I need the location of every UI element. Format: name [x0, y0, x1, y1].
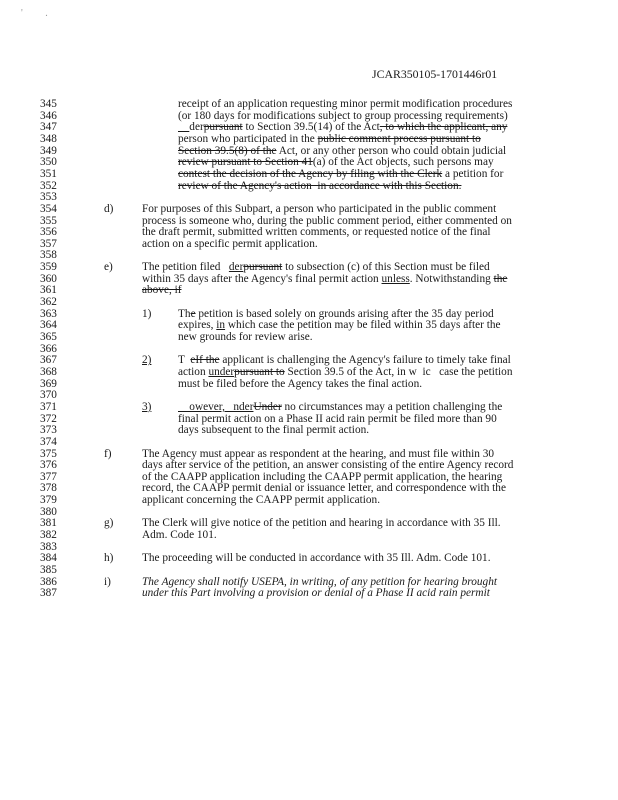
- item-label: 3): [142, 400, 152, 413]
- line-number: 375: [40, 447, 57, 460]
- line-number: 349: [40, 144, 57, 157]
- document-id: JCAR350105-1701446r01: [372, 67, 498, 81]
- line-number: 376: [40, 459, 57, 472]
- text-segment: of the CAAPP application including the CAAPP permit application, the hearing: [142, 470, 503, 483]
- item-label: d): [104, 202, 114, 215]
- text-segment: (a) of the Act objects, such persons may: [312, 156, 494, 169]
- line-number: 371: [40, 400, 57, 413]
- line-number: 378: [40, 482, 57, 495]
- line-number: 355: [40, 214, 57, 227]
- text-segment: record, the CAAPP permit denial or issuance letter, and correspondence with the: [142, 482, 506, 495]
- deleted-text: public comment process pursuant to: [317, 132, 481, 145]
- deleted-text: pursuant: [243, 261, 283, 274]
- line-number: 369: [40, 377, 57, 390]
- deleted-text: review pursuant to Section 41: [178, 156, 313, 169]
- line-number: 350: [40, 156, 57, 169]
- inserted-text: [178, 121, 189, 133]
- line-number: 380: [40, 505, 57, 518]
- item-label: 2): [142, 354, 152, 367]
- line-number: 352: [40, 179, 57, 192]
- text-segment: days subsequent to the final permit action.: [178, 424, 370, 437]
- line-number: 372: [40, 412, 57, 425]
- text-segment: Adm. Code 101.: [142, 529, 217, 542]
- line-number: 385: [40, 564, 57, 576]
- item-label: g): [104, 517, 114, 530]
- text-segment: to subsection (c) of this Section must be filed: [282, 261, 490, 274]
- inserted-text: der: [228, 261, 244, 274]
- item-label: f): [104, 447, 112, 460]
- text-segment: T: [178, 354, 191, 367]
- line-number: 363: [40, 307, 57, 320]
- line-number: 360: [40, 272, 57, 285]
- text-segment: The Agency must appear as respondent at the hearing, and must file within 30: [142, 447, 494, 460]
- text-segment: The Clerk will give notice of the petition and hearing in accordance with 35 Ill.: [142, 517, 501, 530]
- deleted-text: review of the Agency's action in accordance with this Section.: [178, 179, 462, 192]
- line-number: 367: [40, 354, 57, 367]
- text-segment: within 35 days after the Agency's final permit action: [142, 272, 382, 285]
- line-number: 362: [40, 296, 57, 309]
- text-segment: new grounds for review arise.: [178, 331, 313, 343]
- inserted-text: under: [208, 365, 235, 378]
- line-number: 357: [40, 237, 57, 250]
- line-number: 366: [40, 342, 57, 355]
- text-segment: action on a specific permit application.: [142, 237, 318, 250]
- text-segment: The proceeding will be conducted in accordance with 35 Ill. Adm. Code 101.: [142, 552, 491, 565]
- line-number: 354: [40, 202, 57, 215]
- line-number: 358: [40, 249, 57, 262]
- line-number: 379: [40, 494, 57, 507]
- line-number: 364: [40, 319, 57, 332]
- text-segment: (or 180 days for modifications subject to group processing requirements): [178, 109, 508, 122]
- line-number: 383: [40, 540, 57, 553]
- text-segment: Act, or any other person who could obtain judicial: [276, 144, 507, 157]
- text-segment: person who participated in the: [178, 132, 318, 145]
- deleted-text: pursuant: [203, 121, 243, 134]
- inserted-text: in: [216, 319, 226, 332]
- line-number: 347: [40, 121, 57, 134]
- text-segment: The petition filed: [142, 261, 229, 274]
- text-segment: petition is based solely on grounds arising after the 35 day period: [195, 307, 494, 320]
- text-segment: must be filed before the Agency takes the final action.: [178, 377, 423, 390]
- text-segment: Th: [178, 307, 191, 320]
- text-segment: days after service of the petition, an answer consisting of the entire Agency record: [142, 459, 514, 472]
- line-number: 359: [40, 261, 57, 274]
- line-number: 361: [40, 284, 57, 297]
- text-segment: to Section 39.5(14) of the Act: [242, 121, 380, 134]
- line-number: 374: [40, 435, 57, 448]
- deleted-text: the: [493, 272, 508, 285]
- text-segment: which case the petition may be filed within 35 days after the: [225, 319, 501, 332]
- line-number: 353: [40, 191, 57, 204]
- text-segment: under this Part involving a provision or denial of a Phase II acid rain permit: [142, 587, 490, 600]
- line-number: 348: [40, 132, 57, 145]
- line-number: 351: [40, 167, 57, 180]
- text-segment: der: [189, 121, 204, 134]
- deleted-text: Under: [253, 400, 282, 413]
- line-number: 373: [40, 424, 57, 437]
- text-segment: . Notwithstanding: [409, 272, 494, 285]
- line-number: 387: [40, 587, 57, 600]
- text-segment: no circumstances may a petition challenging the: [281, 400, 503, 413]
- corner-mark: ' .: [21, 8, 58, 19]
- deleted-text: , to which the applicant, any: [379, 121, 508, 134]
- text-segment: Section 39.5 of the Act, in w ic case the petition: [284, 365, 513, 378]
- item-label: i): [104, 575, 111, 588]
- item-label: h): [104, 552, 114, 565]
- text-segment: process is someone who, during the public comment period, either commented on: [142, 214, 512, 227]
- line-number: 356: [40, 226, 57, 239]
- deleted-text: pursuant to: [234, 365, 285, 378]
- text-segment: The Agency shall notify USEPA, in writing, of any petition for hearing brought: [142, 575, 497, 588]
- line-number: 381: [40, 517, 57, 530]
- document-line: [0, 587, 618, 600]
- line-number: 365: [40, 331, 57, 343]
- text-segment: expires,: [178, 319, 217, 332]
- deleted-text: e: [190, 307, 196, 320]
- line-number: 377: [40, 470, 57, 483]
- line-number: 345: [40, 98, 57, 110]
- line-number: 386: [40, 575, 57, 588]
- text-segment: action: [178, 365, 209, 378]
- text-segment: applicant is challenging the Agency's failure to timely take final: [219, 354, 511, 367]
- line-number: 368: [40, 365, 57, 378]
- line-number: 370: [40, 389, 57, 402]
- line-number: 384: [40, 552, 57, 565]
- text-segment: the draft permit, submitted written comments, or requested notice of the final: [142, 226, 491, 239]
- line-number: 382: [40, 529, 57, 542]
- deleted-text: contest the decision of the Agency by filing with the Clerk: [178, 167, 443, 180]
- item-label: 1): [142, 307, 152, 320]
- deleted-text: Section 39.5(8) of the: [178, 144, 277, 157]
- item-label: e): [104, 261, 113, 274]
- line-number: 346: [40, 109, 57, 122]
- inserted-text: owever, nder: [178, 400, 254, 413]
- text-segment: final permit action on a Phase II acid rain permit be filed more than 90: [178, 412, 497, 425]
- text-segment: receipt of an application requesting minor permit modification procedures: [178, 98, 513, 110]
- inserted-text: unless: [381, 272, 410, 285]
- deleted-text: above, if: [142, 284, 182, 297]
- line-text: [142, 587, 490, 600]
- text-segment: applicant concerning the CAAPP permit application.: [142, 494, 381, 507]
- text-segment: For purposes of this Subpart, a person who participated in the public comment: [142, 202, 497, 215]
- deleted-text: eIf the: [190, 354, 220, 367]
- text-segment: a petition for: [442, 167, 504, 180]
